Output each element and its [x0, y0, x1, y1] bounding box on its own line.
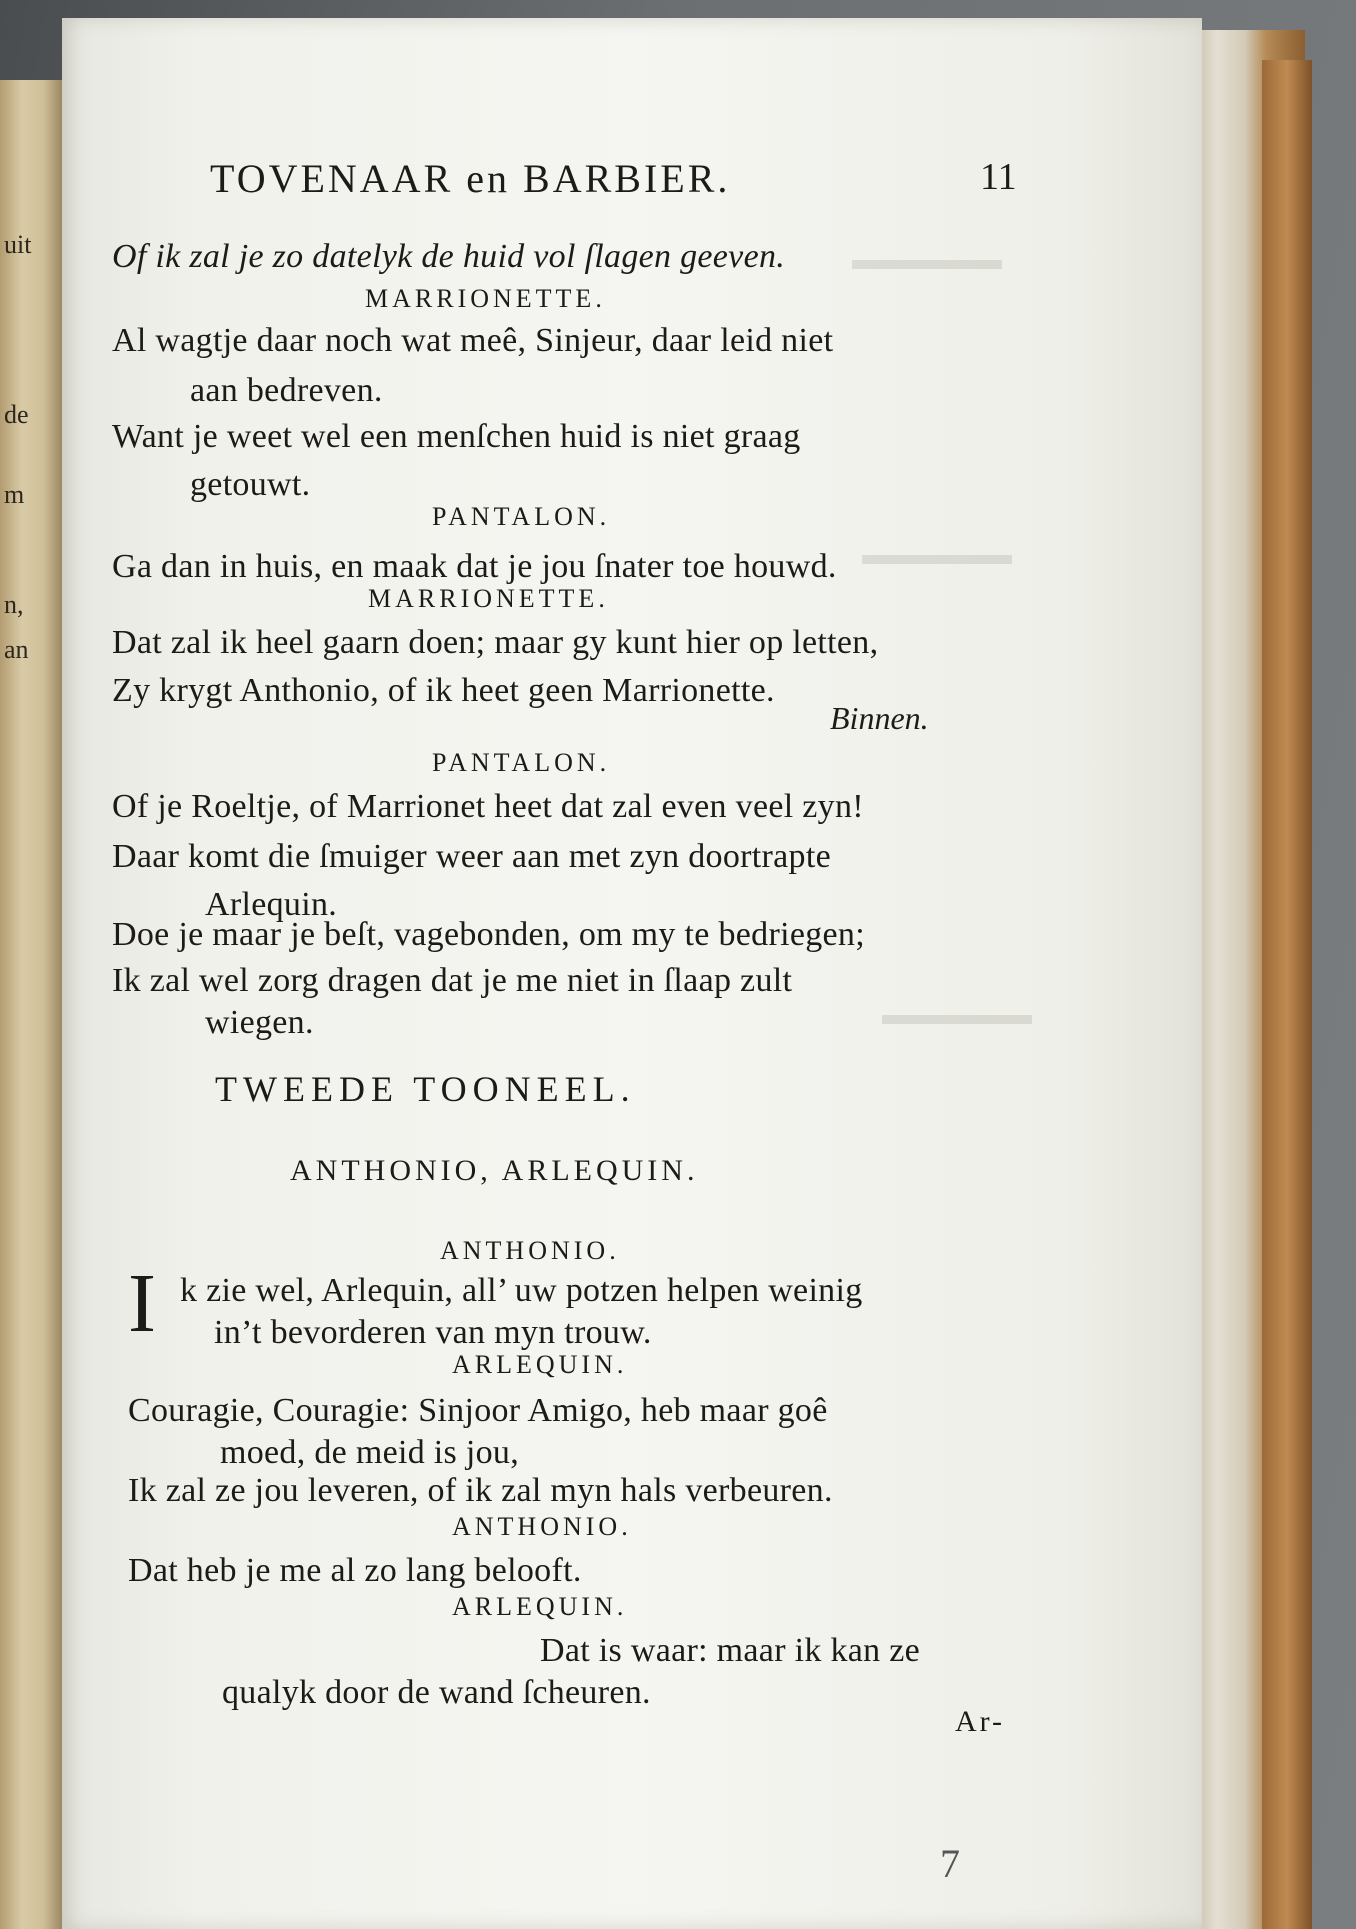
verse-line: moed, de meid is jou,	[220, 1434, 520, 1471]
verse-line: Want je weet wel een menſchen huid is niet graag	[112, 418, 801, 455]
scene-cast: ANTHONIO, ARLEQUIN.	[290, 1154, 699, 1187]
speaker-name: ANTHONIO.	[440, 1236, 620, 1265]
speaker-name: PANTALON.	[432, 748, 611, 777]
verse-line: Dat is waar: maar ik kan ze	[540, 1632, 921, 1669]
speaker-name: ANTHONIO.	[452, 1512, 632, 1541]
verse-line: Doe je maar je beſt, vagebonden, om my te bedriegen;	[112, 916, 865, 953]
verse-line: Of ik zal je zo datelyk de huid vol ſlagen geeven.	[112, 238, 786, 275]
speaker-name: ARLEQUIN.	[452, 1592, 628, 1621]
page-number: 11	[980, 156, 1017, 198]
left-page-fragment: uit	[4, 230, 32, 259]
catchword: Ar-	[955, 1705, 1006, 1738]
verse-line: getouwt.	[190, 466, 311, 503]
show-through-shadow: ▬▬▬▬▬	[882, 998, 1032, 1031]
verse-line: Of je Roeltje, of Marrionet heet dat zal even veel zyn!	[112, 788, 864, 825]
verse-line: Al wagtje daar noch wat meê, Sinjeur, daar leid niet	[112, 322, 834, 359]
left-page-fragment: an	[4, 635, 29, 664]
speaker-name: MARRIONETTE.	[365, 284, 606, 313]
left-page-fragment: m	[4, 480, 25, 509]
verse-line: Couragie, Couragie: Sinjoor Amigo, heb maar goê	[128, 1392, 828, 1429]
show-through-shadow: ▬▬▬▬▬	[862, 538, 1012, 571]
left-facing-page	[0, 80, 62, 1929]
verse-line: Dat heb je me al zo lang belooft.	[128, 1552, 582, 1589]
running-title: TOVENAAR en BARBIER.	[210, 156, 731, 201]
book-cover-edge	[1262, 60, 1312, 1929]
verse-line: Zy krygt Anthonio, of ik heet geen Marrionette.	[112, 672, 775, 709]
left-page-fragment: de	[4, 400, 29, 429]
verse-line: Ik zal wel zorg dragen dat je me niet in ſlaap zult	[112, 962, 793, 999]
pencil-mark: 7	[940, 1841, 960, 1886]
show-through-shadow: ▬▬▬▬▬	[852, 243, 1002, 276]
verse-line: Ik zal ze jou leveren, of ik zal myn hals verbeuren.	[128, 1472, 833, 1509]
speaker-name: MARRIONETTE.	[368, 584, 609, 613]
speaker-name: ARLEQUIN.	[452, 1350, 628, 1379]
scene-heading: TWEEDE TOONEEL.	[215, 1069, 636, 1109]
verse-line: qualyk door de wand ſcheuren.	[222, 1674, 651, 1711]
stage-direction: Binnen.	[830, 700, 929, 736]
verse-line: k zie wel, Arlequin, all’ uw potzen helpen weinig	[180, 1272, 863, 1309]
verse-line: wiegen.	[205, 1004, 314, 1041]
verse-line: Dat zal ik heel gaarn doen; maar gy kunt hier op letten,	[112, 624, 879, 661]
drop-cap: I	[128, 1257, 156, 1350]
verse-line: Arlequin.	[205, 886, 338, 923]
verse-line: in’t bevorderen van myn trouw.	[214, 1314, 652, 1351]
speaker-name: PANTALON.	[432, 502, 611, 531]
verse-line: Daar komt die ſmuiger weer aan met zyn doortrapte	[112, 838, 831, 875]
verse-line: aan bedreven.	[190, 372, 383, 409]
left-page-fragment: n,	[4, 590, 24, 619]
verse-line: Ga dan in huis, en maak dat je jou ſnater toe houwd.	[112, 548, 837, 585]
